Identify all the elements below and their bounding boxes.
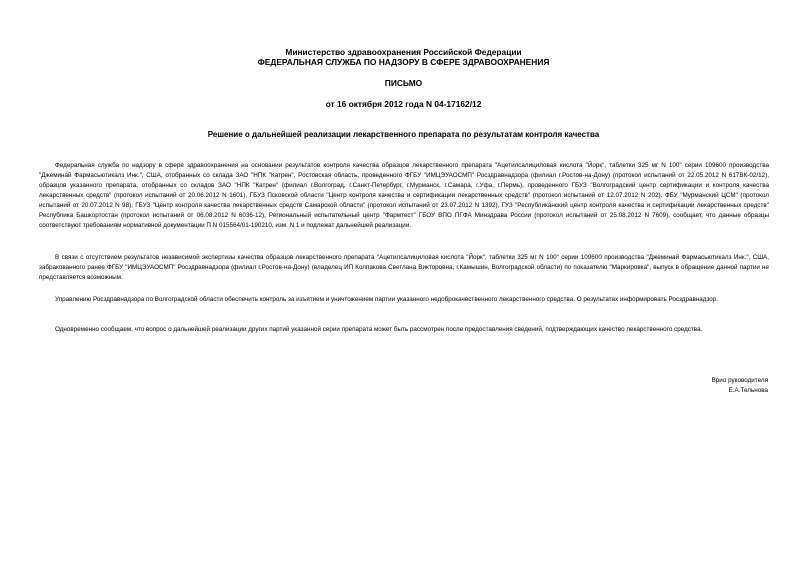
paragraph-1: Федеральная служба по надзору в сфере здравоохранения на основании результатов контроля качества образцов лекарственного препарата "Ацетилсалициловая кислота "Йорк", таблетки 325 мг N 100" серии 109600 производства "Джеминай Фармасьютикалз Инк.", США, отобранных со склада ЗАО "НПК "Катрен", Ростовская область, проведенного ФГБУ "ИМЦЭУАОСМП" Росздравнадзора (филиал г.Ростов-на-Дону) (протокол испытаний от 22.05.2012 N 617ВК-02/12), образцов указанного препарата, отобранных со складов ЗАО "НПК "Катрен" (филиал г.Волгоград, г.Санкт-Петербург, г.Мурманск, г.Самара, г.Уфа, г.Пермь), проведенного ГБУЗ "Волгоградский центр сертификации и контроля качества лекарственных средств" (протокол испытаний от 20.06.2012 N 1601), ГБУЗ Псковской области "Центр контроля качества и сертификации лекарственных средств" (протокол испытаний от 12.07.2012 N 202), ФБУ "Мурманский ЦСМ" (протокол испытаний от 20.07.2012 N 98), ГБУЗ "Центр контроля качества лекарственных средств Самарской области" (протокол испытаний от 23.07.2012 N 1392), ГУЗ "Республиканский центр контроля качества и сертификации лекарственных средств" Республика Башкортостан (протокол испытаний от 06.08.2012 N 6036-12), Региональный испытательный центр "Фармтест" ГБОУ ВПО ПГФА Минздрава России (протокол испытаний от 25.08.2012 N 7609), сообщает, что данные образцы соответствуют требованиям нормативной документации П N 015564/01-190210, изм. N 1 и подлежат дальнейшей реализации.	[39, 162, 769, 229]
ministry-title: Министерство здравоохранения Российской Федерации	[285, 47, 522, 57]
document-subject: Решение о дальнейшей реализации лекарственного препарата по результатам контроля качества	[207, 130, 600, 139]
service-title: ФЕДЕРАЛЬНАЯ СЛУЖБА ПО НАДЗОРУ В СФЕРЕ ЗДРАВООХРАНЕНИЯ	[257, 57, 550, 67]
paragraph-3: Управлению Росздравнадзора по Волгоградской области обеспечить контроль за изъятием и уничтожением партии указанного недоброкачественного лекарственного средства. О результатах информировать Росздравнадзор.	[55, 296, 719, 303]
document-date-number: от 16 октября 2012 года N 04-17162/12	[325, 99, 482, 109]
signatory-name: Е.А.Тельнова	[728, 387, 768, 394]
paragraph-4: Одновременно сообщаем, что вопрос о дальнейшей реализации других партий указанной серии препарата может быть рассмотрен после предоставления сведений, подтверждающих качество лекарственного средства.	[55, 326, 703, 333]
document-type: ПИСЬМО	[384, 78, 423, 88]
signatory-position: Врио руководителя	[711, 377, 768, 384]
paragraph-2: В связи с отсутствием результатов независимой экспертизы качества образцов лекарственного препарата "Ацетилсалициловая кислота "Йорк", таблетки 325 мг N 100" серии 109600 производства "Джеминай Фармасьютикалз Инк.", США, забракованного ранее ФГБУ "ИМЦЭУАОСМП" Росздравнадзора (филиал г.Ростов-на-Дону) (владелец ИП Колпакова Светлана Викторовна, г.Камышин, Волгоградской области) по показателю "Маркировка", выпуск в обращение данной партии не представляется возможным.	[39, 254, 769, 281]
